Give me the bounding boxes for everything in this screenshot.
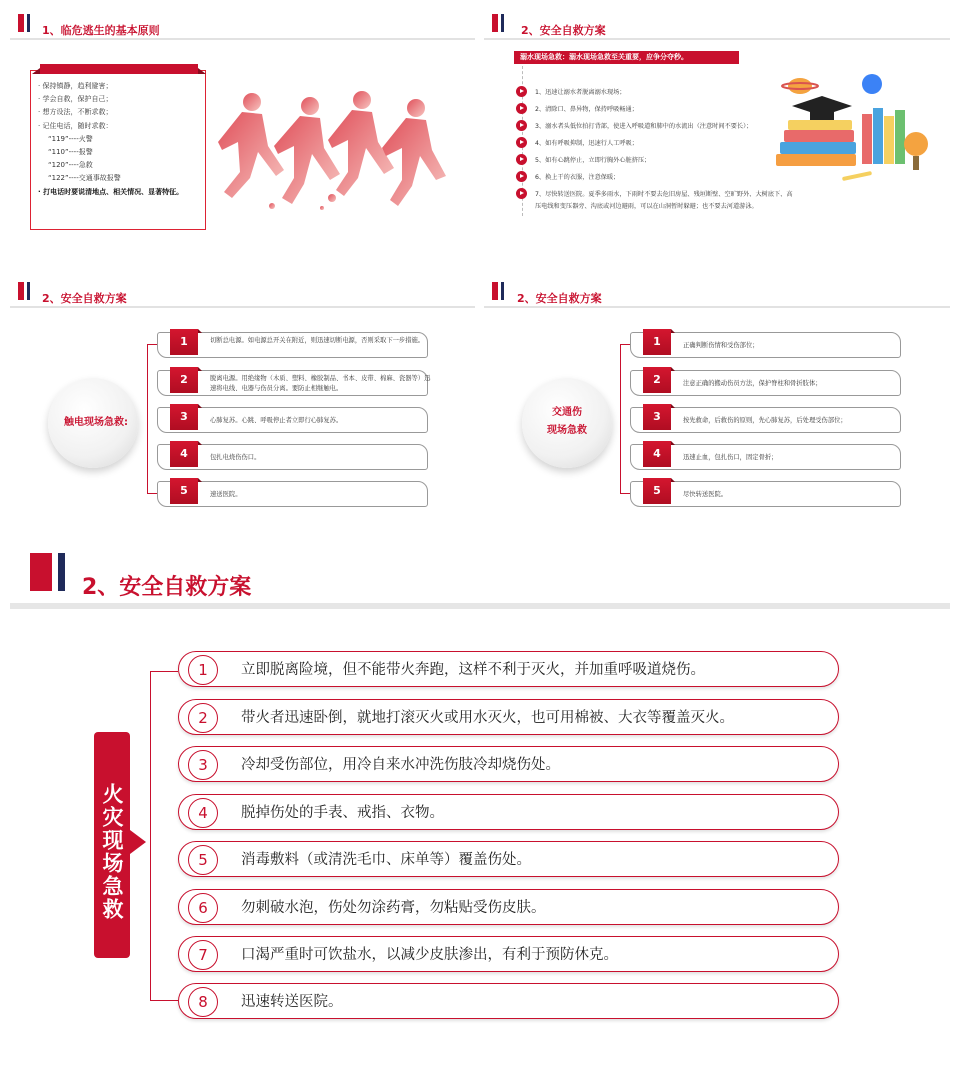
box-ribbon [40,64,198,74]
step-row [178,983,839,1019]
step-number: 2 [188,703,218,733]
step-row [178,794,839,830]
step-number: 3 [643,404,671,430]
play-icon [516,86,527,97]
step-number: 1 [188,655,218,685]
step-text: 尽快转送医院。 [683,491,728,498]
step-row [157,481,428,507]
step-row [157,332,428,358]
header-divider [484,306,950,308]
step-row [630,407,901,433]
step-text: 迅速转送医院。 [241,994,343,1010]
slide-title: 2、安全自救方案 [521,24,606,37]
play-icon [516,137,527,148]
step-text: 正确判断伤情和受伤部位； [683,342,759,349]
step-text: 脱离电源。用绝缘物（木质、塑料、橡胶制品、书本、皮带、棉麻、瓷器等）迅速将电线、电器与伤员分离。要防止相继触电。 [210,375,431,392]
step-number: 4 [170,441,198,467]
header-divider [10,38,475,40]
step-text: 迅速止血，包扎伤口，固定骨折； [683,454,778,461]
play-icon [516,120,527,131]
step-number: 3 [188,750,218,780]
step-number: 2 [170,367,198,393]
bracket-line [150,671,178,1001]
step-text: 包扎电烧伤伤口。 [210,454,261,461]
step-number: 1 [170,329,198,355]
step-text: 注意正确的搬动伤员方法，保护脊柱和骨折肢体； [683,380,822,387]
step-text: 立即脱离险境，但不能带火奔跑，这样不利于灭火，并加重呼吸道烧伤。 [241,662,705,678]
step-text: 速送医院。 [210,491,242,498]
step-number: 2 [643,367,671,393]
step-number: 5 [170,478,198,504]
drowning-banner: 溺水现场急救：溺水现场急救至关重要，应争分夺秒。 [514,51,739,64]
slide-title: 2、安全自救方案 [517,292,602,305]
bracket-line [147,344,157,494]
category-label: 交通伤 现场急救 [547,407,587,436]
step-text: 消毒敷料（或清洗毛巾、床单等）覆盖伤处。 [241,852,531,868]
step-number: 7 [188,940,218,970]
list-item: “122”----交通事故报警 [48,174,121,183]
header-divider [10,306,475,308]
step-row [178,936,839,972]
step-row [630,370,901,396]
step-number: 5 [188,845,218,875]
step-number: 4 [643,441,671,467]
step-text: 带火者迅速卧倒，就地打滚灭火或用水灭火，也可用棉被、大衣等覆盖灭火。 [241,710,734,726]
step-number: 8 [188,987,218,1017]
bracket-line [620,344,630,494]
step-row [178,746,839,782]
step-row [630,332,901,358]
step-text: 冷却受伤部位，用冷自来水冲洗伤肢冷却烧伤处。 [241,757,560,773]
list-item: “110”----报警 [48,148,93,157]
step-row [630,481,901,507]
list-item: “120”----急救 [48,161,93,170]
header-mark [18,14,32,32]
fire-category-label: 火灾现场急救 [94,732,130,958]
step-row [157,407,428,433]
step-text: 口渴严重时可饮盐水，以减少皮肤渗出，有利于预防休克。 [241,947,618,963]
step-row [178,699,839,735]
principles-list [38,80,204,199]
step-number: 4 [188,798,218,828]
list-item: · 想方设法，不断求救； [38,108,113,117]
category-label: 触电现场急救: [64,417,128,428]
play-icon [516,103,527,114]
play-icon [516,171,527,182]
list-item: · 打电话时要说清地点、相关情况、显著特征。 [38,187,184,196]
step-number: 3 [170,404,198,430]
step-text: 切断总电源。如电源总开关在附近，则迅速切断电源，否则采取下一步措施。 [210,337,425,344]
step-text: 按先救命，后救伤的原则，先心肺复苏，后处理受伤部位； [683,417,847,424]
play-icon [516,188,527,199]
running-people-illustration [212,88,452,218]
step-row [630,444,901,470]
step-text: 心肺复苏。心跳、呼吸停止者立即行心肺复苏。 [210,417,343,424]
slide-title: 2、安全自救方案 [42,292,127,305]
header-divider [10,603,950,609]
step-row [178,889,839,925]
list-item: · 记住电话，随时求救： [38,121,113,130]
books-education-illustration [772,70,932,190]
step-row [157,370,431,396]
header-divider [484,38,950,40]
play-icon [516,154,527,165]
header-mark [492,282,506,300]
step-row [178,841,839,877]
step-number: 6 [188,893,218,923]
list-item: · 学会自救，保护自己； [38,95,113,104]
header-mark [30,553,66,591]
list-item: “119”----火警 [48,134,93,143]
step-text: 勿刺破水泡，伤处勿涂药膏，勿粘贴受伤皮肤。 [241,900,546,916]
step-text: 脱掉伤处的手表、戒指、衣物。 [241,805,444,821]
slide-title: 2、安全自救方案 [82,575,252,600]
header-mark [18,282,32,300]
step-row [157,444,428,470]
step-row [178,651,839,687]
step-number: 5 [643,478,671,504]
list-item: · 保持镇静，趋利避害； [38,82,113,90]
slide-title: 1、临危逃生的基本原则 [42,24,160,37]
header-mark [492,14,506,32]
step-number: 1 [643,329,671,355]
